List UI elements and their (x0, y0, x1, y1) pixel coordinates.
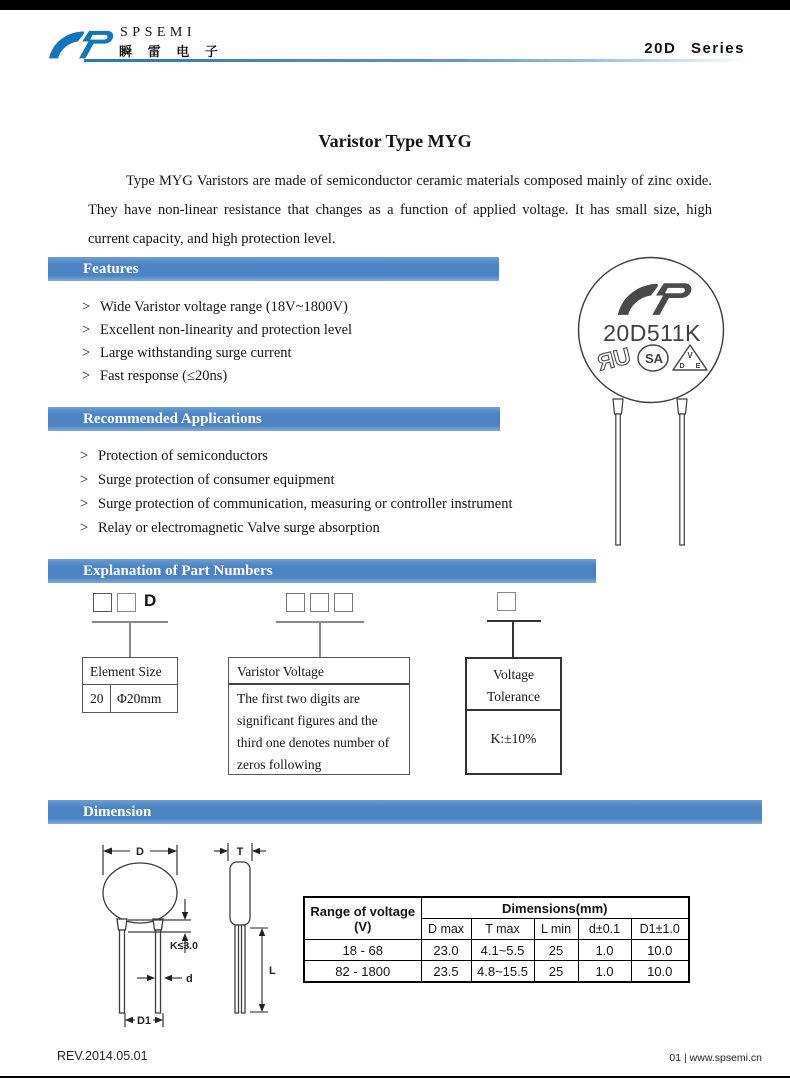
feature-item (82, 296, 552, 319)
digit-box (334, 593, 353, 612)
table-cell: 82 - 1800 (304, 961, 421, 983)
digit-box (310, 593, 329, 612)
element-size-meaning: Φ20mm (117, 691, 162, 706)
bottom-border-line (0, 1076, 790, 1078)
dimension-heading: Dimension (83, 804, 152, 820)
intro-paragraph: Type MYG Varistors are made of semiconductor ceramic materials composed mainly of zinc oxide. They have non-linear resistance that changes as a function of applied voltage. It has small size, high current capacity, and high protection level. (88, 173, 712, 247)
series-label: 20D Series (644, 40, 745, 57)
applications-section-header (48, 407, 500, 431)
digit-box (117, 593, 136, 612)
dimension-section-header (48, 800, 762, 824)
bullet-marker: > (82, 368, 91, 384)
dim-d-label: d (186, 973, 193, 985)
revision-label: REV.2014.05.01 (57, 1049, 148, 1063)
svg-text:SA: SA (644, 351, 664, 366)
features-heading: Features (83, 261, 139, 277)
bullet-marker: > (82, 345, 91, 361)
bullet-marker: > (82, 299, 91, 315)
application-text: Relay or electromagnetic Valve surge absorption (98, 520, 380, 536)
svg-text:E: E (695, 363, 701, 370)
table-cell: 23.5 (421, 961, 471, 983)
varistor-voltage-title: Varistor Voltage (229, 658, 409, 685)
col-header-range: Range of voltage (V) (304, 897, 421, 940)
lead-wires (613, 399, 687, 545)
table-row (304, 961, 689, 983)
table-cell: 18 - 68 (304, 940, 421, 961)
feature-item (82, 342, 552, 365)
table-cell: 10.0 (631, 940, 689, 961)
disc-marking: 20D511K (603, 320, 701, 346)
svg-text:V: V (687, 351, 693, 360)
top-border-bar (0, 0, 790, 10)
part-numbers-heading: Explanation of Part Numbers (83, 563, 273, 579)
brand-name-chinese: 瞬 雷 电 子 (119, 44, 224, 59)
table-cell: 25 (534, 961, 578, 983)
svg-text:D: D (679, 363, 685, 370)
dimension-drawing (78, 835, 303, 1065)
page-number-url: 01 | www.spsemi.cn (669, 1052, 762, 1064)
features-list (82, 296, 552, 388)
table-cell: 1.0 (578, 961, 631, 983)
features-section-header (48, 257, 499, 281)
element-size-code: 20 (83, 685, 111, 712)
feature-item (82, 365, 552, 388)
col-header-d: d±0.1 (578, 919, 631, 940)
table-cell: 4.1~5.5 (471, 940, 534, 961)
part-numbers-section-header (48, 559, 596, 583)
connector-line (487, 620, 541, 622)
bullet-marker: > (80, 496, 89, 512)
connector-line (129, 622, 131, 657)
connector-line (319, 622, 321, 657)
page-title: Varistor Type MYG (318, 131, 472, 151)
feature-text: Excellent non-linearity and protection level (100, 322, 353, 338)
bullet-marker: > (80, 520, 89, 536)
tolerance-title-line2: Tolerance (486, 689, 541, 704)
table-row (304, 940, 689, 961)
side-view-disc (230, 862, 250, 925)
table-cell: 23.0 (421, 940, 471, 961)
col-header-dmax: D max (421, 919, 471, 940)
dim-T-label: T (236, 846, 244, 858)
dim-K-label: K≤3.0 (170, 940, 198, 952)
element-size-box (82, 657, 178, 713)
digit-box (286, 593, 305, 612)
col-header-lmin: L min (534, 919, 578, 940)
application-text: Surge protection of communication, measuring or controller instrument (98, 496, 513, 512)
connector-line (512, 620, 514, 657)
feature-text: Wide Varistor voltage range (18V~1800V) (100, 299, 348, 315)
application-item (80, 492, 600, 516)
table-cell: 1.0 (578, 940, 631, 961)
spsemi-logo-icon (44, 24, 118, 64)
col-header-d1: D1±1.0 (631, 919, 689, 940)
voltage-tolerance-box (465, 657, 562, 775)
part-suffix: D (144, 591, 157, 610)
application-text: Protection of semiconductors (98, 448, 268, 464)
applications-heading: Recommended Applications (83, 411, 262, 427)
bullet-marker: > (80, 472, 89, 488)
tolerance-value: K:±10% (490, 731, 537, 746)
varistor-voltage-description: The first two digits are significant figures and the third one denotes number of zeros following (237, 691, 390, 772)
col-header-dimensions: Dimensions(mm) (421, 897, 689, 919)
bullet-marker: > (80, 448, 89, 464)
applications-list (80, 444, 600, 540)
dimensions-table (303, 896, 690, 983)
brand-name: SPSEMI (120, 25, 197, 40)
dim-D1-label: D1 (136, 1015, 152, 1027)
feature-text: Large withstanding surge current (100, 345, 292, 361)
digit-box (93, 593, 112, 612)
feature-item (82, 319, 552, 342)
feature-text: Fast response (≤20ns) (100, 368, 228, 384)
dim-D-label: D (136, 846, 144, 858)
table-cell: 10.0 (631, 961, 689, 983)
dim-L-label: L (269, 965, 276, 977)
application-item (80, 516, 600, 540)
application-text: Surge protection of consumer equipment (98, 472, 335, 488)
header-divider (84, 59, 750, 62)
col-header-tmax: T max (471, 919, 534, 940)
element-size-title: Element Size (83, 658, 177, 685)
varistor-voltage-box (228, 657, 410, 775)
table-cell: 4.8~15.5 (471, 961, 534, 983)
application-item (80, 444, 600, 468)
application-item (80, 468, 600, 492)
front-view-disc (103, 863, 177, 923)
ul-cert-icon: ЯU (594, 342, 634, 376)
table-cell: 25 (534, 940, 578, 961)
digit-box (497, 592, 516, 611)
tolerance-title-line1: Voltage (493, 667, 534, 682)
bullet-marker: > (82, 322, 91, 338)
